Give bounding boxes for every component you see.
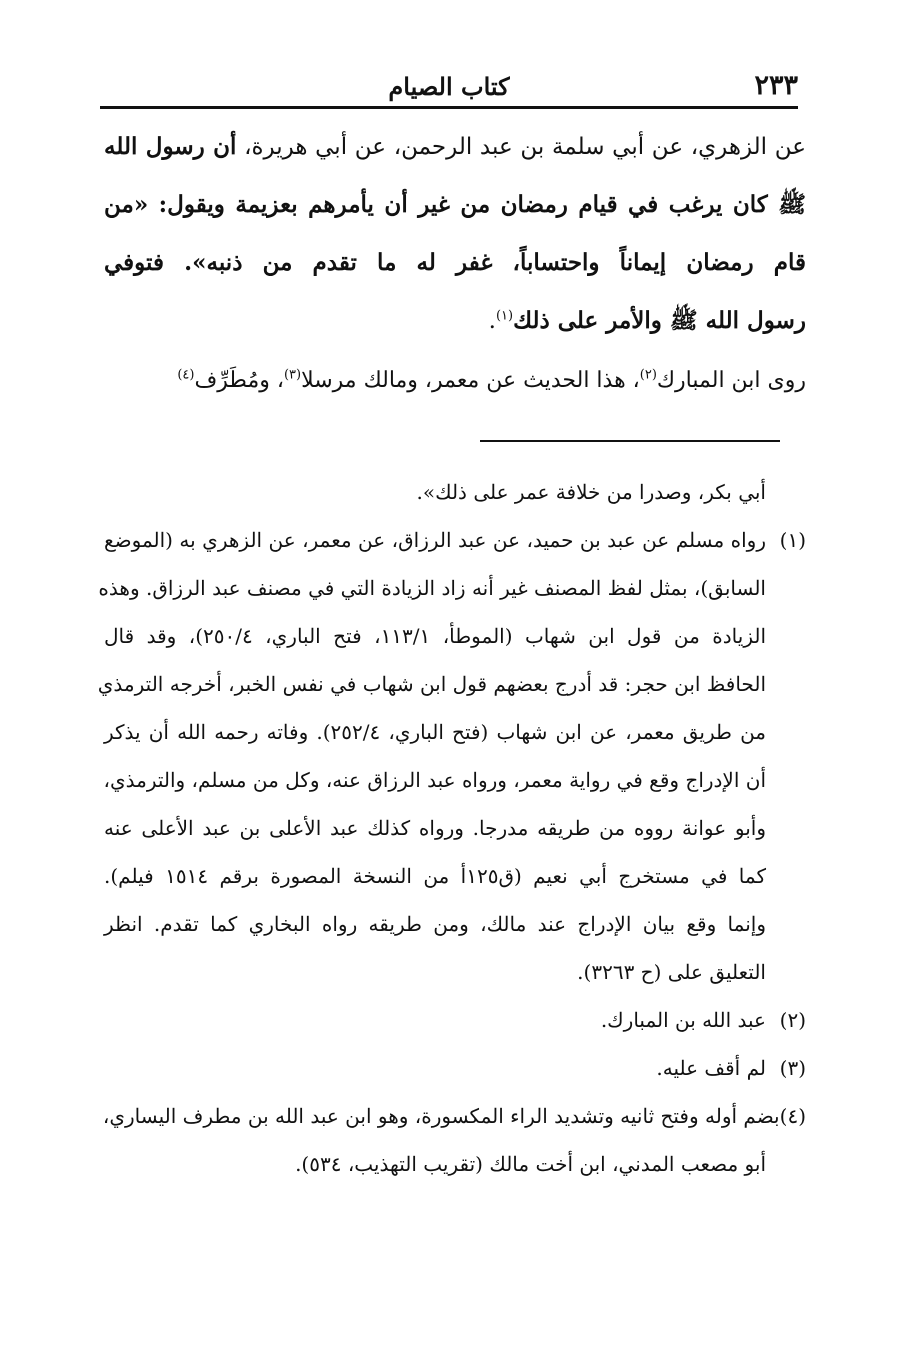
footnote-number: (٤) (779, 1104, 806, 1128)
page-header (100, 70, 798, 104)
footnote-line: عبد الله بن المبارك. (600, 1008, 766, 1032)
running-title: كتاب الصيام (388, 72, 510, 101)
footnote-ref[interactable]: (٣) (283, 367, 302, 383)
main-text-segment: ، ومُطَرِّف (194, 368, 284, 393)
footnote-line: أن الإدراج وقع في رواية معمر، ورواه عبد الرزاق عنه، وكل من مسلم، والترمذي، (103, 768, 766, 792)
footnote-line: من طريق معمر، عن ابن شهاب (فتح الباري، ٢٥٢/٤). وفاته رحمه الله أن يذكر (104, 720, 767, 744)
main-bold-segment: رسول الله ﷺ والأمر على ذلك (513, 307, 806, 334)
footnote-number: (٣) (779, 1056, 806, 1080)
page-number: ٢٣٣ (754, 70, 798, 101)
main-bold-segment: ﷺ كان يرغب في قيام رمضان من غير أن يأمرهم بعزيمة ويقول: (148, 191, 806, 218)
main-bold-segment: أن رسول الله (104, 133, 237, 160)
footnote-line: لم أقف عليه. (656, 1056, 766, 1080)
footnote-line: كما في مستخرج أبي نعيم (ق١٢٥أ من النسخة المصورة برقم ١٥١٤ فيلم). (104, 864, 766, 888)
header-rule (100, 106, 798, 109)
footnote-line: التعليق على (ح ٣٢٦٣). (577, 960, 766, 984)
main-text-segment: . (488, 308, 496, 334)
footnote-number: (٢) (779, 1008, 806, 1032)
main-line-5 (104, 352, 806, 410)
main-line-3 (104, 234, 806, 292)
footnote-line: وإنما وقع بيان الإدراج عند مالك، ومن طريقه رواه البخاري كما تقدم. انظر (104, 912, 766, 936)
main-bold-segment: «من (104, 191, 149, 218)
main-line-4 (104, 292, 806, 350)
footnote-line: وأبو عوانة رووه من طريقه مدرجا. ورواه كذلك عبد الأعلى بن عبد الأعلى عنه (104, 816, 766, 840)
footnote-line: بضم أوله وفتح ثانيه وتشديد الراء المكسورة، وهو ابن عبد الله بن مطرف اليساري، (102, 1104, 780, 1128)
main-bold-segment: فتوفي (104, 249, 185, 276)
footnote-line: رواه مسلم عن عبد بن حميد، عن عبد الرزاق، عن معمر، عن الزهري به (الموضع (104, 528, 766, 552)
footnote-ref[interactable]: (١) (495, 308, 514, 324)
footnote-4 (104, 1092, 806, 1140)
footnote-number: (١) (779, 528, 806, 552)
footnote-ref[interactable]: (٤) (177, 367, 195, 383)
footnotes (97, 468, 806, 1188)
main-text-segment: عن الزهري، عن أبي سلمة بن عبد الرحمن، عن أبي هريرة، (236, 134, 806, 160)
footnote-line: السابق)، بمثل لفظ المصنف غير أنه زاد الزيادة التي في مصنف عبد الرزاق. وهذه (98, 576, 766, 600)
footnote-ref[interactable]: (٢) (639, 367, 657, 383)
main-text-segment: ، هذا الحديث عن معمر، ومالك مرسلا (301, 368, 640, 393)
main-text (104, 118, 806, 410)
main-bold-segment: قام رمضان إيماناً واحتساباً، غفر له ما تقدم من ذنبه». (184, 249, 806, 276)
footnote-line: الزيادة من قول ابن شهاب (الموطأ، ١١٣/١، فتح الباري، ٢٥٠/٤)، وقد قال (104, 624, 767, 648)
main-text-segment: روى ابن المبارك (656, 368, 806, 393)
footnote-continuation: أبي بكر، وصدرا من خلافة عمر على ذلك». (416, 480, 766, 504)
footnote-line: أبو مصعب المدني، ابن أخت مالك (تقريب التهذيب، ٥٣٤). (295, 1152, 766, 1176)
footnote-separator (480, 440, 780, 442)
main-line-2 (104, 176, 806, 234)
main-line-1 (104, 118, 806, 176)
footnote-3 (104, 1044, 806, 1092)
footnote-2 (104, 996, 806, 1044)
footnote-line: الحافظ ابن حجر: قد أدرج بعضهم قول ابن شهاب في نفس الخبر، أخرجه الترمذي (97, 672, 766, 696)
footnote-1 (104, 516, 806, 564)
